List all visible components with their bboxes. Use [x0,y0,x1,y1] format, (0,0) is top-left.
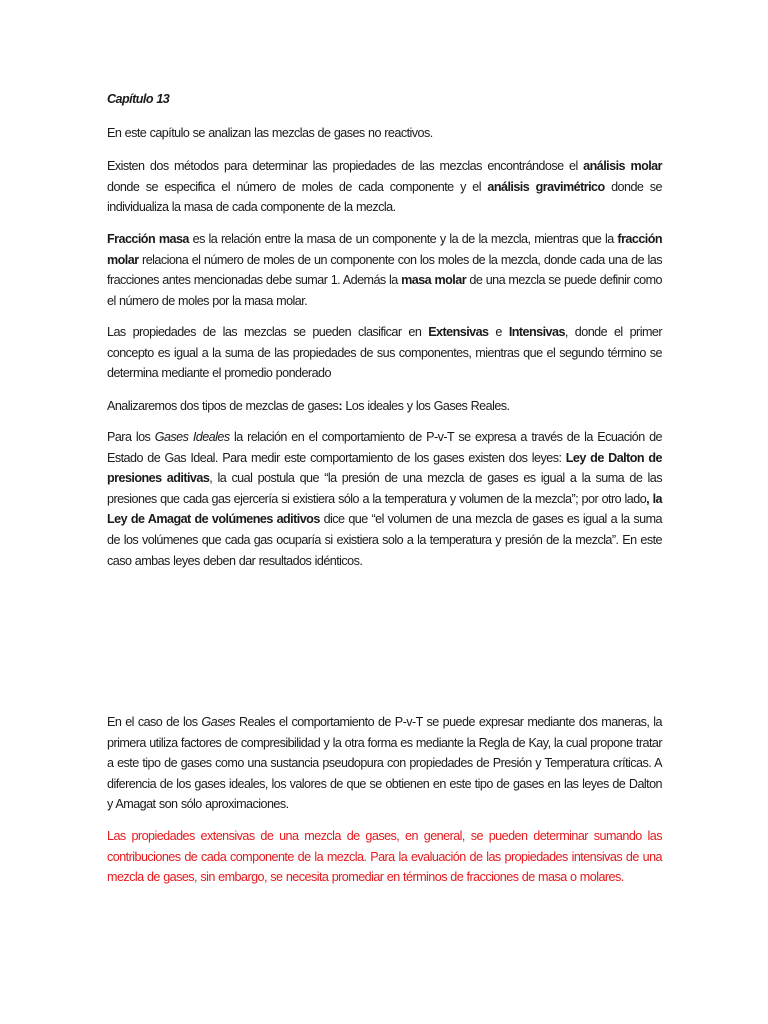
real-gases-paragraph [107,712,662,815]
properties-text-3: , donde el primer concepto es igual a la suma de las propiedades de sus componentes, mientras que el segundo término se determina mediante el promedio ponderado [107,325,662,381]
types-paragraph [107,396,662,417]
dalton-law-term: Ley de Dalton de presiones aditivas [107,450,662,486]
ideal-gases-paragraph [107,427,662,571]
properties-paragraph [107,322,662,384]
methods-text-2: donde se especifica el número de moles de cada componente y el [107,179,488,194]
fractions-text-1: es la relación entre la masa de un componente y la de la mezcla, mientras que la [188,232,618,246]
molar-mass-term: masa molar [401,273,467,288]
properties-text-1: Las propiedades de las mezclas se pueden clasificar en [107,325,429,339]
types-colon: : [338,399,342,413]
mass-fraction-term: Fracción masa [107,232,189,246]
types-text-2: Los ideales y los Gases Reales. [341,399,510,413]
ideal-text-3: , la cual postula que “la presión de una mezcla de gases es igual a la suma de las presiones que cada gas ejercería si existiera sólo a la temperatura y volumen de la mezcla”; por otro lado [107,471,662,506]
methods-text-3: donde se individualiza la masa de cada componente de la mezcla. [107,179,663,215]
highlight-paragraph: Las propiedades extensivas de una mezcla de gases, en general, se pueden determinar sumando las contribuciones de cada componente de la mezcla. Para la evaluación de las propiedades intensivas de una mezcla de gases, sin embargo, se necesita promediar en términos de fracciones de masa o molares. [107,829,662,885]
types-text-1: Analizaremos dos tipos de mezclas de gases [107,399,339,413]
ideal-text-2: la relación en el comportamiento de P-v-T se expresa a través de la Ecuación de Estado de Gas Ideal. Para medir este comportamiento de los gases existen dos leyes: [107,430,662,465]
molar-analysis-term: análisis molar [583,159,662,173]
amagat-law-term: , la Ley de Amagat de volúmenes aditivos [107,491,662,527]
ideal-gases-term: Gases Ideales [154,430,230,444]
real-text-2: Reales el comportamiento de P-v-T se puede expresar mediante dos maneras, la primera utiliza factores de compresibilidad y la otra forma es mediante la Regla de Kay, la cual propone tratar a este tipo de gases como una sustancia pseudopura con propiedades de Presión y Temperatura críticas. A diferencia de los gases ideales, los valores de que se obtienen en este tipo de gases en las leyes de Dalton y Amagat son sólo aproximaciones. [107,715,663,812]
gravimetric-analysis-term: análisis gravimétrico [487,179,605,194]
fractions-paragraph [107,229,662,311]
fractions-text-2: relaciona el número de moles de un componente con los moles de la mezcla, donde cada una de las fracciones antes mencionadas debe sumar 1. Además la [107,252,662,288]
properties-text-2: e [488,325,509,339]
intensive-term: Intensivas [508,325,565,339]
intro-paragraph: En este capítulo se analizan las mezclas de gases no reactivos. [107,126,433,140]
methods-text-1: Existen dos métodos para determinar las propiedades de las mezclas encontrándose el [107,159,584,173]
real-text-1: En el caso de los [107,715,202,729]
ideal-text-1: Para los [107,430,155,444]
methods-paragraph [107,156,662,218]
extensive-term: Extensivas [428,325,489,339]
mole-fraction-term: fracción molar [107,232,663,267]
fractions-text-3: de una mezcla se puede definir como el número de moles por la masa molar. [107,273,662,308]
real-gases-term: Gases [201,715,236,729]
chapter-title: Capítulo 13 [107,92,170,106]
ideal-text-4: dice que “el volumen de una mezcla de gases es igual a la suma de los volúmenes que cada gas ocuparía si existiera solo a la temperatura y presión de la mezcla”. En este caso ambas leyes deben dar resultados idénticos. [107,512,662,568]
